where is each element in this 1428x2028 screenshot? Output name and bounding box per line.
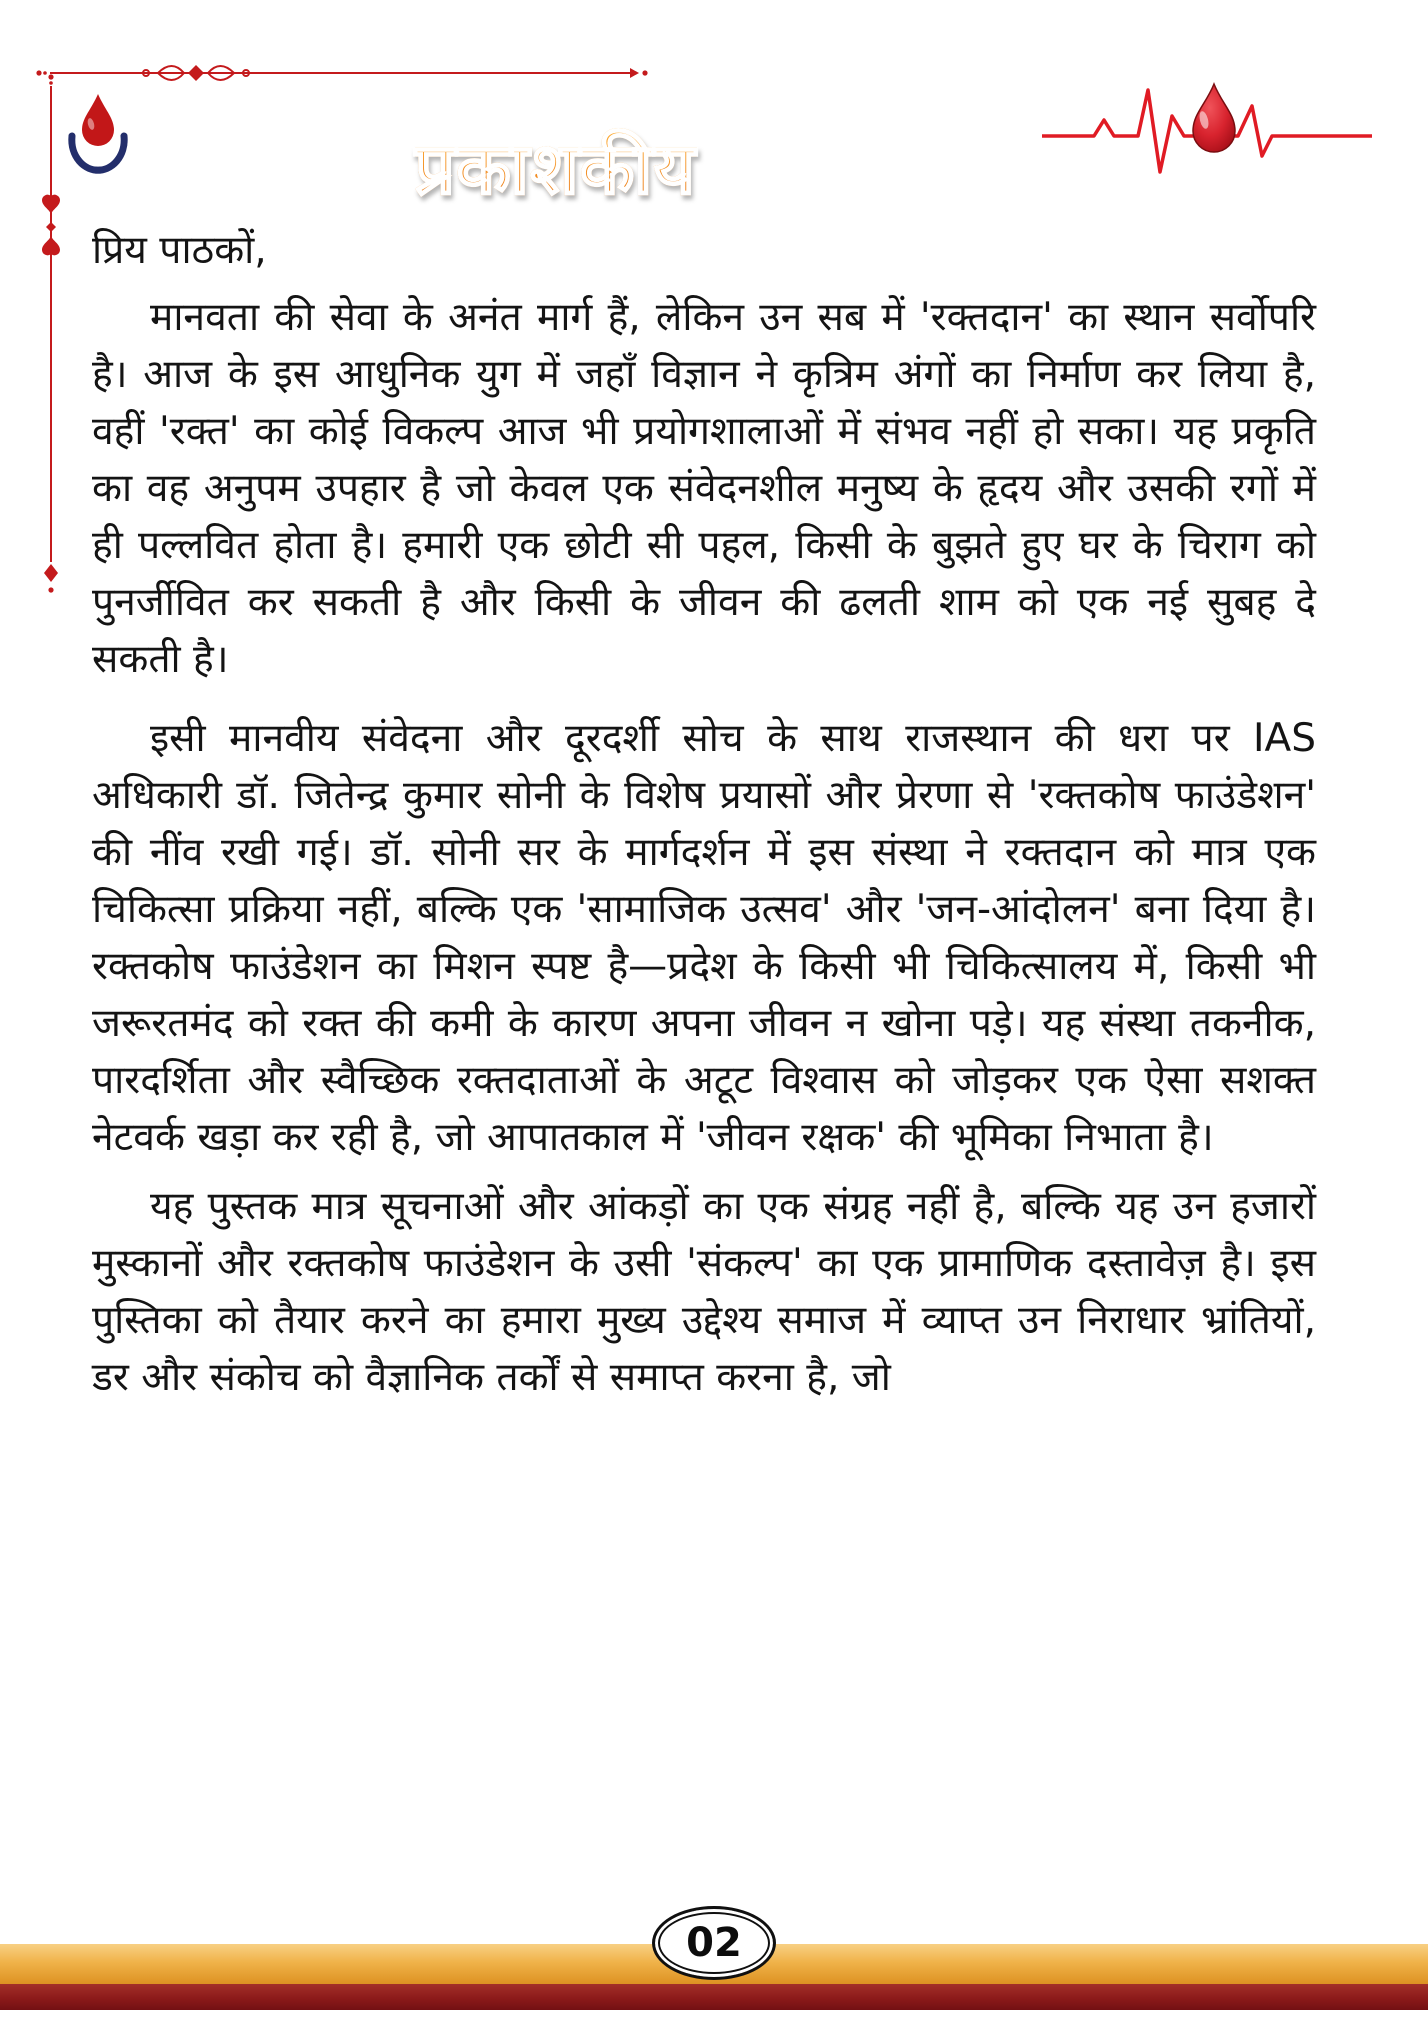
hands-blood-drop-logo-icon [60, 90, 136, 184]
body-text [92, 222, 1316, 1406]
greeting-line: प्रिय पाठकों, [92, 228, 267, 273]
page-number-badge [652, 1906, 776, 1980]
paragraph-3: यह पुस्तक मात्र सूचनाओं और आंकड़ों का एक संग्रह नहीं है, बल्कि यह उन हजारों मुस्कानों और रक्तकोष फाउंडेशन के उसी 'संकल्प' का एक प्रामाणिक दस्तावेज़ है। इस पुस्तिका को तैयार करने का हमारा मुख्य उद्देश्य समाज में व्याप्त उन निराधार भ्रांतियों, डर और संकोच को वैज्ञानिक तर्कों से समाप्त करना है, जो [92, 1184, 1316, 1400]
footer-maroon-bar [0, 1984, 1428, 2010]
page-title-text: प्रकाशकीय [415, 128, 697, 210]
top-border-ornament [34, 56, 654, 94]
page-number: 02 [686, 1920, 742, 1966]
paragraph-2: इसी मानवीय संवेदना और दूरदर्शी सोच के साथ राजस्थान की धरा पर IAS अधिकारी डॉ. जितेन्द्र कुमार सोनी के विशेष प्रयासों और प्रेरणा से 'रक्तकोष फाउंडेशन' की नींव रखी गई। डॉ. सोनी सर के मार्गदर्शन में इस संस्था ने रक्तदान को मात्र एक चिकित्सा प्रक्रिया नहीं, बल्कि एक 'सामाजिक उत्सव' और 'जन-आंदोलन' बना दिया है। रक्तकोष फाउंडेशन का मिशन स्पष्ट है—प्रदेश के किसी भी चिकित्सालय में, किसी भी जरूरतमंद को रक्त की कमी के कारण अपना जीवन न खोना पड़े। यह संस्था तकनीक, पारदर्शिता और स्वैच्छिक रक्तदाताओं के अटूट विश्वास को जोड़कर एक ऐसा सशक्त नेटवर्क खड़ा कर रही है, जो आपातकाल में 'जीवन रक्षक' की भूमिका निभाता है। [92, 716, 1316, 1160]
heartbeat-blood-drop-icon [1042, 76, 1372, 192]
paragraph-1: मानवता की सेवा के अनंत मार्ग हैं, लेकिन उन सब में 'रक्तदान' का स्थान सर्वोपरि है। आज के इस आधुनिक युग में जहाँ विज्ञान ने कृत्रिम अंगों का निर्माण कर लिया है, वहीं 'रक्त' का कोई विकल्प आज भी प्रयोगशालाओं में संभव नहीं हो सका। यह प्रकृति का वह अनुपम उपहार है जो केवल एक संवेदनशील मनुष्य के हृदय और उसकी रगों में ही पल्लवित होता है। हमारी एक छोटी सी पहल, किसी के बुझते हुए घर के चिराग को पुनर्जीवित कर सकती है और किसी के जीवन की ढलती शाम को एक नई सुबह दे सकती है। [92, 295, 1316, 682]
page-title [415, 118, 697, 214]
